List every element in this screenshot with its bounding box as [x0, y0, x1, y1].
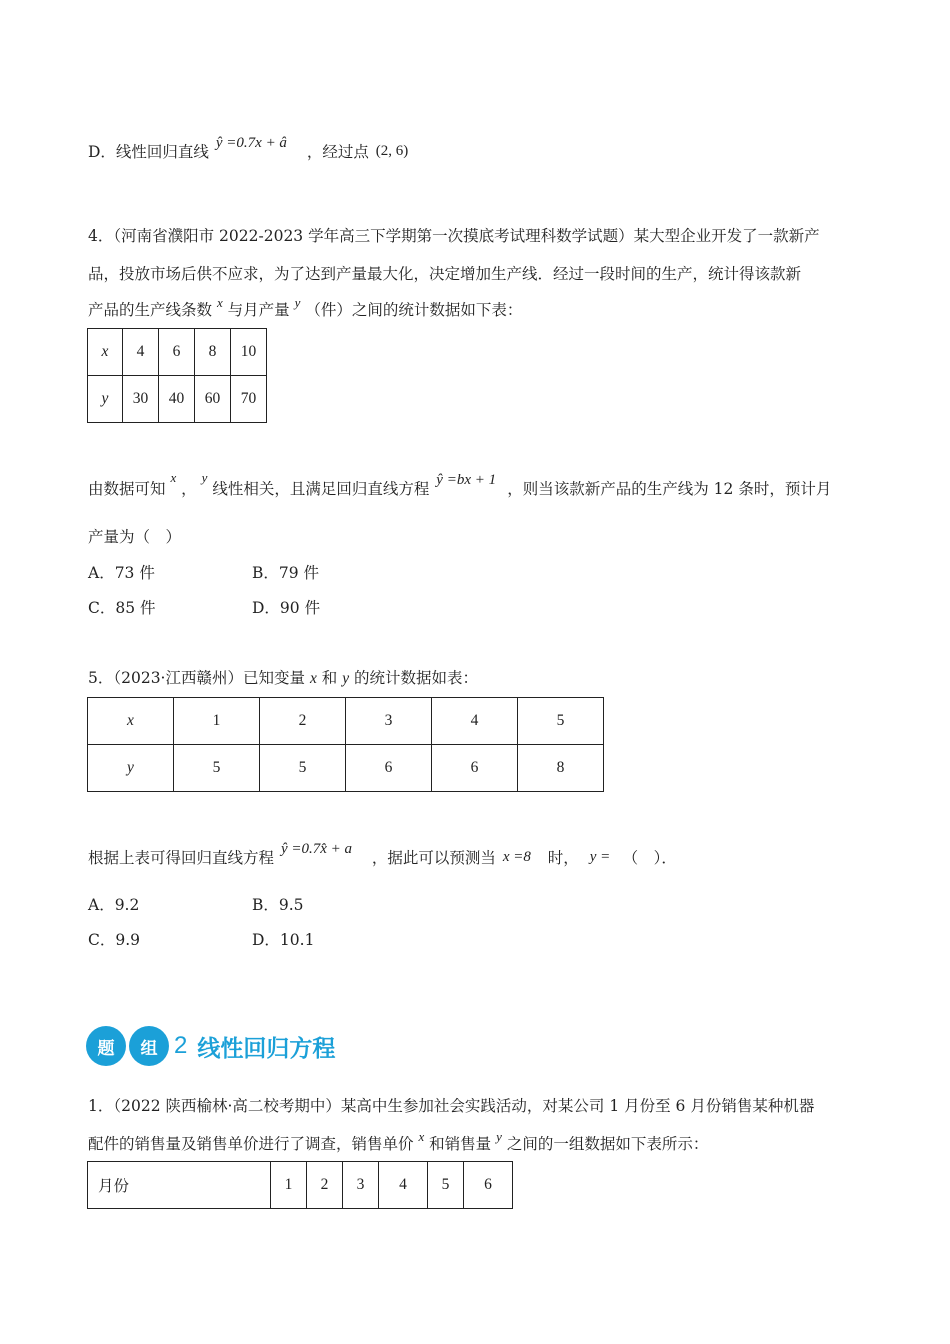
regression-equation: ŷ =0.7x̂ + a: [280, 841, 353, 857]
prev-option-d: [88, 135, 414, 162]
table-cell: 4: [432, 698, 518, 745]
badge-ti: 题: [86, 1026, 126, 1066]
table-cell: 6: [464, 1162, 513, 1209]
s2q1-stem-line2: 配件的销售量及销售单价进行了调查，销售单价 $^x$ 和销售量 $^y$ 之间的一组数据如下表所示：: [88, 1129, 709, 1153]
table-cell: y: [88, 745, 174, 792]
table-cell: 6: [432, 745, 518, 792]
q4-stem-line3: 产品的生产线条数 $^x$ 与月产量 $^y$ （件）之间的统计数据如下表：: [88, 295, 523, 319]
table-cell: 30: [123, 376, 159, 423]
table-cell: 2: [307, 1162, 343, 1209]
table-cell: 5: [518, 698, 604, 745]
table-cell: 8: [195, 329, 231, 376]
table-cell: x: [88, 329, 123, 376]
q4-body-line1: 由数据可知 $^x$ ， $^y$ 线性相关，且满足回归直线方程 ŷ =bx + 1 ，则当该款新产品的生产线为 12 条时，预计月: [88, 470, 832, 498]
table-row: [88, 745, 604, 792]
point-coordinate: (2, 6): [375, 143, 409, 159]
table-cell: 月份: [88, 1162, 271, 1209]
badge-zu: 组: [129, 1026, 169, 1066]
var-y: y: [294, 295, 301, 310]
table-row: [88, 376, 267, 423]
q5-data-table: [87, 697, 604, 792]
q5-option-b[interactable]: B．9.5: [252, 896, 304, 914]
table-cell: y: [88, 376, 123, 423]
table-cell: 3: [346, 698, 432, 745]
table-cell: 5: [428, 1162, 464, 1209]
s2q1-data-table: [87, 1161, 513, 1209]
q4-option-b[interactable]: B．79 件: [252, 564, 320, 582]
regression-formula: ŷ =0.7x + â: [215, 135, 287, 151]
table-cell: 5: [260, 745, 346, 792]
table-cell: 3: [343, 1162, 379, 1209]
table-row: [88, 1162, 513, 1209]
table-cell: 2: [260, 698, 346, 745]
q4-stem-line2: 品，投放市场后供不应求，为了达到产量最大化，决定增加生产线．经过一段时间的生产，统计得该款新: [88, 265, 802, 283]
table-cell: 70: [231, 376, 267, 423]
table-cell: 8: [518, 745, 604, 792]
q4-option-a[interactable]: A．73 件: [88, 564, 155, 582]
q5-option-a[interactable]: A．9.2: [88, 896, 140, 914]
var-y: y: [496, 1129, 502, 1144]
q4-data-table: [87, 328, 267, 423]
option-d-mid: ，经过点: [306, 143, 369, 161]
var-x: x: [170, 470, 177, 485]
table-cell: 40: [159, 376, 195, 423]
q4-body-line2: 产量为（ ）: [88, 528, 182, 546]
table-cell: 60: [195, 376, 231, 423]
section-number: 2: [174, 1032, 188, 1059]
section-heading: [86, 1024, 335, 1068]
q4-option-c[interactable]: C．85 件: [88, 599, 156, 617]
table-cell: 10: [231, 329, 267, 376]
q4-stem-line1: 4．（河南省濮阳市 2022-2023 学年高三下学期第一次摸底考试理科数学试题）某大型企业开发了一款新产: [88, 227, 820, 245]
var-x: x: [418, 1129, 425, 1144]
section-title: 线性回归方程: [197, 1035, 336, 1062]
q5-option-c[interactable]: C．9.9: [88, 931, 141, 949]
table-cell: 5: [174, 745, 260, 792]
var-y: y: [201, 470, 208, 485]
s2q1-stem-line1: 1．（2022 陕西榆林·高二校考期中）某高中生参加社会实践活动，对某公司 1 月份至 6 月份销售某种机器: [88, 1097, 815, 1115]
q5-option-d[interactable]: D．10.1: [252, 931, 315, 949]
regression-equation: ŷ =bx + 1: [436, 472, 497, 488]
table-cell: 4: [123, 329, 159, 376]
table-cell: x: [88, 698, 174, 745]
table-row: [88, 698, 604, 745]
q5-body: 根据上表可得回归直线方程 ŷ =0.7x̂ + a ，据此可以预测当 x =8 时， y = （ ）．: [88, 841, 677, 867]
table-cell: 1: [271, 1162, 307, 1209]
q4-option-d[interactable]: D．90 件: [252, 599, 321, 617]
var-y: y: [342, 670, 350, 687]
table-cell: 1: [174, 698, 260, 745]
option-d-label: D．线性回归直线: [88, 143, 209, 161]
table-cell: 6: [159, 329, 195, 376]
q5-stem: 5．（2023·江西赣州）已知变量 x 和 y 的统计数据如表：: [88, 669, 479, 687]
ask-y: y =: [589, 849, 611, 865]
table-row: [88, 329, 267, 376]
var-x: x: [216, 295, 223, 310]
table-cell: 6: [346, 745, 432, 792]
condition-x: x =8: [502, 849, 531, 865]
table-cell: 4: [379, 1162, 428, 1209]
var-x: x: [309, 670, 317, 687]
